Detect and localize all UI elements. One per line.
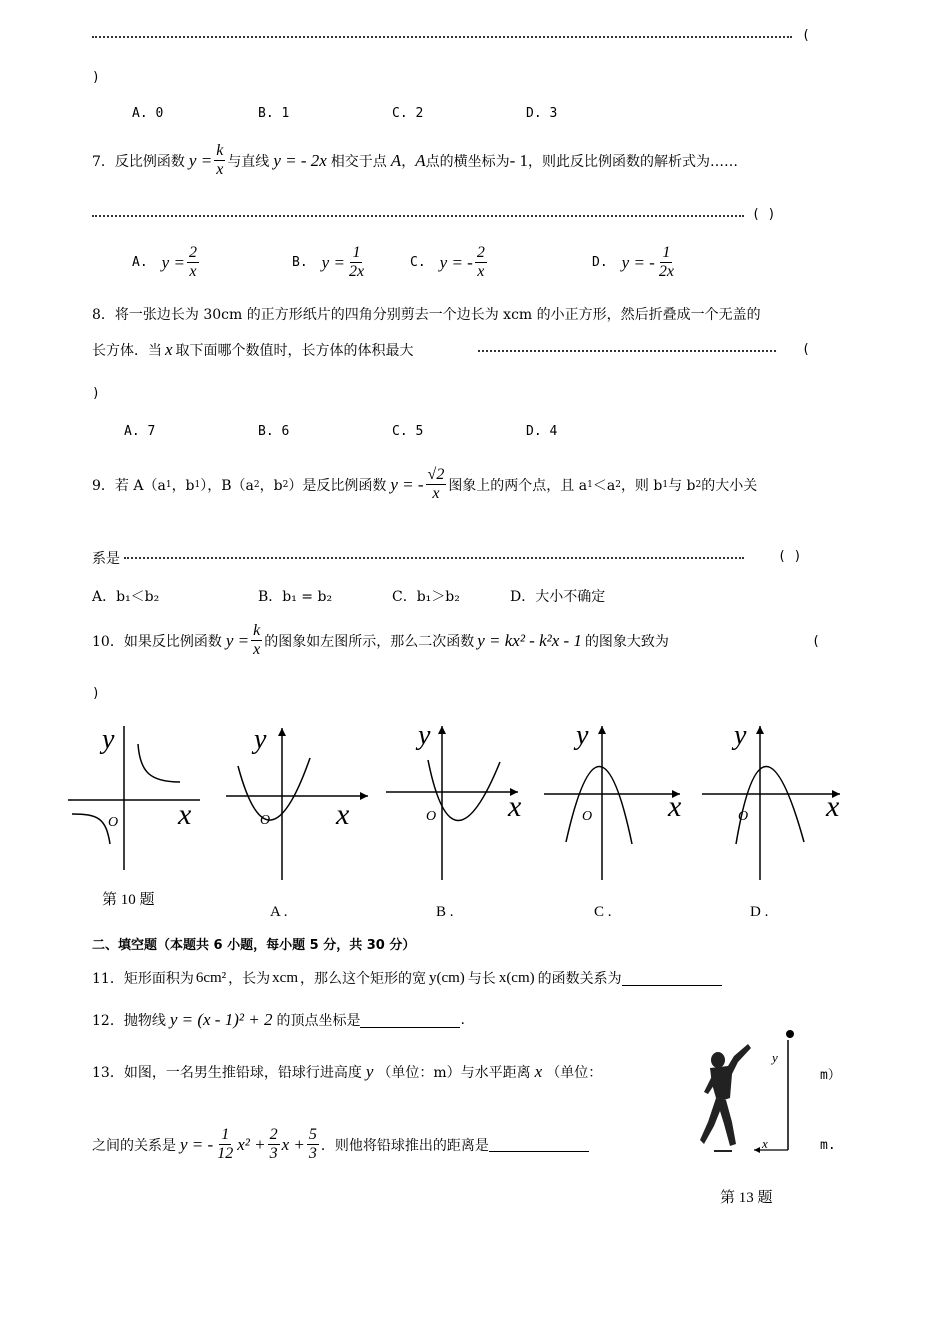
dot-leader [478, 350, 776, 352]
q10-num: k [253, 622, 261, 639]
q7-opt-c-num: 2 [476, 244, 485, 261]
q13-frac2 [268, 1126, 280, 1163]
q7-opt-d-den: 2x [658, 263, 674, 280]
q9-t5: ）是反比例函数 [288, 477, 387, 494]
dot-leader [92, 215, 744, 217]
q7-text2: 相交于点 [330, 153, 387, 170]
q7-opt-c-frac [475, 244, 487, 281]
q7-paren: ( ) [752, 207, 776, 222]
q9-s4: 2 [282, 479, 289, 490]
q9-eq-den: x [432, 485, 440, 502]
q7-val: - 1 [509, 150, 528, 170]
q7-eq2: y = - 2x [273, 150, 327, 170]
q13-t3: （单位： [546, 1065, 603, 1081]
q7-opt-a-num: 2 [188, 244, 197, 261]
parabola-curve [238, 758, 310, 820]
origin-label: O [426, 809, 437, 824]
q7-text5: ，则此反比例函数的解析式为…… [528, 153, 738, 170]
q7-text4: 点的横坐标为 [425, 153, 510, 170]
q10-graph-a [220, 720, 370, 882]
q9-t4: ，b [259, 477, 283, 494]
axis-y-label: y [734, 720, 747, 751]
q7-point: A [390, 150, 402, 170]
q9-t8: ，则 b [620, 477, 663, 494]
q9-t1: 9．若 A（a [92, 477, 166, 494]
q8-var: x [165, 340, 173, 359]
q8-line1: 8．将一张边长为 30cm 的正方形纸片的四角分别剪去一个边长为 xcm 的小正方形，然后折叠成一个无盖的 [92, 307, 761, 323]
q7-eq1-den: x [216, 161, 224, 178]
q10-quad: y = kx² - k²x - 1 [477, 630, 582, 650]
q13-f2d: 3 [269, 1145, 278, 1162]
q7-option-c [410, 244, 489, 281]
q10-den: x [253, 641, 261, 658]
q8-option-c: C. 5 [392, 424, 424, 439]
q13-frac1 [215, 1126, 235, 1163]
athlete-icon [700, 1044, 751, 1152]
q13-f2n: 2 [269, 1126, 278, 1143]
q9-t6: 图象上的两个点，且 a [448, 477, 588, 494]
fig-x-label: x [762, 1136, 768, 1151]
q13-line1 [92, 1062, 602, 1082]
hyperbola-branch-2 [72, 814, 110, 844]
q12-eq: y = (x - 1)² + 2 [169, 1010, 273, 1029]
q7-text3: ， [401, 153, 416, 170]
axis-x-label: x [508, 790, 522, 823]
q7-opt-b-lhs: y = [321, 252, 345, 272]
q13-t2: （单位：m）与水平距离 [377, 1065, 531, 1081]
q13-caption: 第 13 题 [720, 1190, 773, 1206]
q12-t1: 12．抛物线 [92, 1013, 166, 1029]
q13-eq-lhs: y = - [180, 1134, 214, 1154]
q13-f1n: 1 [221, 1126, 230, 1143]
q7-eq1-lhs: y = [188, 150, 213, 170]
q7-opt-a-den: x [189, 263, 197, 280]
question-10 [92, 622, 669, 659]
ball-icon [786, 1030, 794, 1038]
q10-caption-a: A . [270, 904, 288, 920]
dot-leader [124, 557, 744, 559]
q7-opt-b-num: 1 [352, 244, 361, 261]
axis-x-label: x [178, 798, 192, 831]
section-heading: 二、填空题（本题共 6 小题，每小题 5 分，共 30 分） [92, 938, 416, 953]
q9-option-c: C．b₁＞b₂ [392, 589, 460, 605]
q9-eq-frac [426, 466, 447, 503]
q9-t9: 与 b [668, 477, 696, 494]
axis-y-label: y [102, 724, 115, 755]
question-11 [92, 968, 722, 988]
q9-option-b: B．b₁ = b₂ [258, 589, 333, 605]
q9-t7: ＜a [592, 477, 616, 494]
q8-option-a: A. 7 [124, 424, 156, 439]
q13-f3n: 5 [308, 1126, 317, 1143]
q8-line2b: 取下面哪个数值时，长方体的体积最大 [175, 343, 414, 359]
q11-t4: 与长 [467, 971, 496, 987]
q8-option-b: B. 6 [258, 424, 290, 439]
q9-eq-lhs: y = - [390, 474, 424, 494]
q7-opt-d-num: 1 [662, 244, 671, 261]
q12-end: . [460, 1012, 465, 1028]
q13-term2: x + [281, 1134, 305, 1154]
axis-y-label: y [418, 720, 431, 751]
q7-opt-d-lhs: y = - [621, 252, 655, 272]
q11-answer-blank[interactable] [622, 971, 722, 986]
q9-s7: 1 [662, 479, 669, 490]
q9-eq-num: √2 [427, 466, 445, 483]
q11-t5: 的函数关系为 [537, 971, 622, 987]
q7-point2: A [415, 150, 426, 170]
q6-option-a: A. 0 [132, 106, 164, 121]
axis-y-label: y [576, 720, 589, 751]
q7-opt-b-label: B. [292, 255, 308, 270]
origin-label: O [582, 809, 593, 824]
q7-opt-a-lhs: y = [161, 252, 185, 272]
q8-option-d: D. 4 [526, 424, 558, 439]
q7-opt-d-label: D. [592, 255, 608, 270]
q13-term1: x² + [237, 1134, 266, 1154]
q13-frac3 [307, 1126, 319, 1163]
fig-y-label: y [772, 1050, 778, 1065]
q8-paren-open: ( [802, 342, 810, 357]
axis-x-label: x [826, 790, 840, 823]
q7-option-a [132, 244, 201, 281]
q10-prefix: 10．如果反比例函数 [92, 633, 222, 650]
q9-s8: 2 [695, 479, 702, 490]
q13-y: y [365, 1062, 374, 1081]
q10-lhs: y = [225, 630, 250, 650]
question-9 [92, 466, 757, 503]
dot-leader [92, 36, 792, 38]
q8-line2a: 长方体．当 [92, 343, 162, 359]
q6-paren-close: ) [92, 70, 100, 85]
q7-opt-c-den: x [477, 263, 485, 280]
q6-paren-open: ( [802, 28, 810, 43]
q9-s1: 1 [165, 479, 172, 490]
q13-f3d: 3 [308, 1145, 317, 1162]
q13-line2 [92, 1126, 589, 1163]
q11-y: y(cm) [428, 969, 465, 986]
q9-s2: 1 [194, 479, 201, 490]
q13-f1d: 12 [217, 1145, 234, 1162]
q13-answer-blank[interactable] [489, 1137, 589, 1152]
axis-y-label: y [254, 724, 267, 755]
q9-line2: 系是 [92, 551, 120, 567]
q9-s6: 2 [615, 479, 621, 490]
q11-t3: ，那么这个矩形的宽 [299, 971, 426, 987]
q10-caption-b: B . [436, 904, 454, 920]
q8-line2 [92, 340, 414, 360]
q9-t3: ），B（a [200, 477, 254, 494]
q11-t1: 11．矩形面积为 [92, 971, 194, 987]
origin-label: O [260, 813, 271, 828]
q6-option-c: C. 2 [392, 106, 424, 121]
q10-graph-b [382, 720, 532, 882]
q12-t2: 的顶点坐标是 [276, 1013, 361, 1029]
q11-area: 6cm² [195, 969, 227, 986]
q12-answer-blank[interactable] [360, 1013, 460, 1028]
q7-opt-d-frac [657, 244, 676, 281]
q13-x: x [534, 1062, 543, 1081]
q7-opt-a-label: A. [132, 255, 148, 270]
q10-caption-d: D . [750, 904, 769, 920]
q7-opt-b-frac [347, 244, 366, 281]
q9-option-a: A．b₁＜b₂ [92, 589, 160, 605]
q13-t5: ．则他将铅球推出的距离是 [320, 1137, 489, 1154]
q10-reference-graph [62, 720, 212, 872]
q7-prefix: 7．反比例函数 [92, 153, 185, 170]
q6-option-b: B. 1 [258, 106, 290, 121]
q10-mid: 的图象如左图所示，那么二次函数 [264, 633, 475, 650]
q11-len: xcm [272, 969, 298, 986]
q6-option-d: D. 3 [526, 106, 558, 121]
question-7 [92, 142, 738, 179]
q7-opt-c-lhs: y = - [439, 252, 473, 272]
q9-paren: ( ) [778, 549, 802, 564]
q9-s3: 2 [253, 479, 260, 490]
q10-graph-c [540, 720, 692, 882]
q10-graph-d [698, 720, 850, 882]
q13-t4: 之间的关系是 [92, 1137, 176, 1154]
q13-unit-m: m） [820, 1068, 841, 1083]
q11-t2: ，长为 [228, 971, 271, 987]
q7-option-b [292, 244, 368, 281]
axis-x-label: x [336, 798, 350, 831]
q10-paren-open: ( [812, 634, 820, 649]
q9-option-d: D．大小不确定 [510, 589, 606, 605]
hyperbola-branch-1 [138, 744, 180, 782]
q13-unit2: m. [820, 1138, 836, 1153]
q10-frac [251, 622, 262, 659]
q11-x: x(cm) [498, 969, 535, 986]
q7-opt-a-frac [187, 244, 199, 281]
origin-label: O [738, 809, 749, 824]
q13-t1: 13．如图，一名男生推铅球，铅球行进高度 [92, 1065, 362, 1081]
q7-opt-b-den: 2x [348, 263, 365, 280]
parabola-curve [566, 766, 632, 844]
origin-label: O [108, 815, 119, 830]
q7-eq1-num: k [216, 142, 224, 159]
q8-paren-close: ) [92, 386, 100, 401]
parabola-curve [736, 766, 804, 844]
question-12 [92, 1010, 465, 1030]
q7-eq1-frac [214, 142, 225, 179]
q7-mid: 与直线 [227, 153, 270, 170]
axis-x-label: x [668, 790, 682, 823]
q10-caption-ref: 第 10 题 [102, 892, 155, 908]
q10-suffix: 的图象大致为 [584, 633, 669, 650]
q7-opt-c-label: C. [410, 255, 426, 270]
q9-t2: ，b [171, 477, 195, 494]
q10-caption-c: C . [594, 904, 612, 920]
q10-paren-close: ) [92, 686, 100, 701]
q9-t10: 的大小关 [701, 477, 758, 494]
parabola-curve [428, 760, 500, 821]
q7-option-d [592, 244, 678, 281]
q9-s5: 1 [587, 479, 593, 490]
q13-figure [696, 1026, 806, 1182]
